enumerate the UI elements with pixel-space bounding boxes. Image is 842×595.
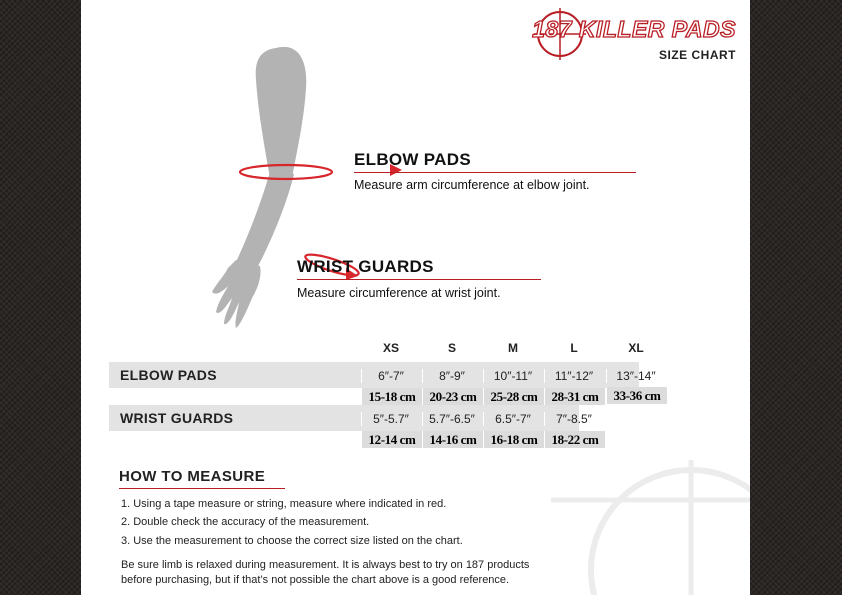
elbow-pads-title: ELBOW PADS [354, 150, 471, 169]
size-col-s: S [447, 341, 456, 355]
size-col-xl: XL [628, 341, 644, 355]
elbow-xs-inches: 6″-7″ [361, 369, 420, 383]
wrist-guards-title: WRIST GUARDS [297, 257, 434, 276]
wrist-s-cm: 14-16 cm [423, 431, 483, 448]
wrist-xs-inches: 5″-5.7″ [361, 412, 420, 426]
brand-header [532, 10, 736, 68]
note-line-2: before purchasing, but if that’s not possible the chart above is a good reference. [121, 573, 510, 586]
elbow-m-inches: 10″-11″ [483, 369, 542, 383]
wrist-xs-cm: 12-14 cm [362, 431, 422, 448]
how-to-measure-title: HOW TO MEASURE [119, 468, 266, 485]
wrist-m-inches: 6.5″-7″ [483, 412, 542, 426]
size-col-xs: XS [382, 341, 399, 355]
elbow-xs-cm: 15-18 cm [362, 388, 422, 405]
wrist-row-label: WRIST GUARDS [120, 410, 234, 426]
elbow-xl-cm: 33-36 cm [607, 387, 667, 404]
size-chart-sheet [81, 0, 750, 595]
elbow-l-cm: 28-31 cm [545, 388, 605, 405]
wrist-l-inches: 7″-8.5″ [544, 412, 603, 426]
elbow-m-cm: 25-28 cm [484, 388, 544, 405]
note-line-1: Be sure limb is relaxed during measurement. It is always best to try on 187 products [121, 559, 530, 571]
elbow-rule [354, 172, 636, 173]
wrist-rule [297, 279, 541, 280]
step-3: 3. Use the measurement to choose the correct size listed on the chart. [121, 535, 463, 547]
wrist-l-cm: 18-22 cm [545, 431, 605, 448]
step-2: 2. Double check the accuracy of the measurement. [121, 516, 370, 528]
brand-subtitle: SIZE CHART [659, 48, 736, 62]
wrist-m-cm: 16-18 cm [484, 431, 544, 448]
wrist-guards-description: Measure circumference at wrist joint. [297, 286, 501, 300]
brand-logo-text: 187 KILLER PADS [532, 16, 736, 42]
elbow-xl-inches: 13″-14″ [606, 369, 665, 383]
elbow-s-cm: 20-23 cm [423, 388, 483, 405]
size-col-l: L [570, 341, 578, 355]
elbow-row-label: ELBOW PADS [120, 367, 217, 383]
step-1: 1. Using a tape measure or string, measure where indicated in red. [121, 498, 447, 510]
wrist-s-inches: 5.7″-6.5″ [422, 412, 481, 426]
elbow-l-inches: 11″-12″ [544, 369, 603, 383]
measure-note [121, 558, 591, 587]
size-col-m: M [508, 341, 518, 355]
elbow-s-inches: 8″-9″ [422, 369, 481, 383]
elbow-pads-description: Measure arm circumference at elbow joint. [354, 178, 590, 192]
how-to-measure-rule [119, 488, 285, 489]
